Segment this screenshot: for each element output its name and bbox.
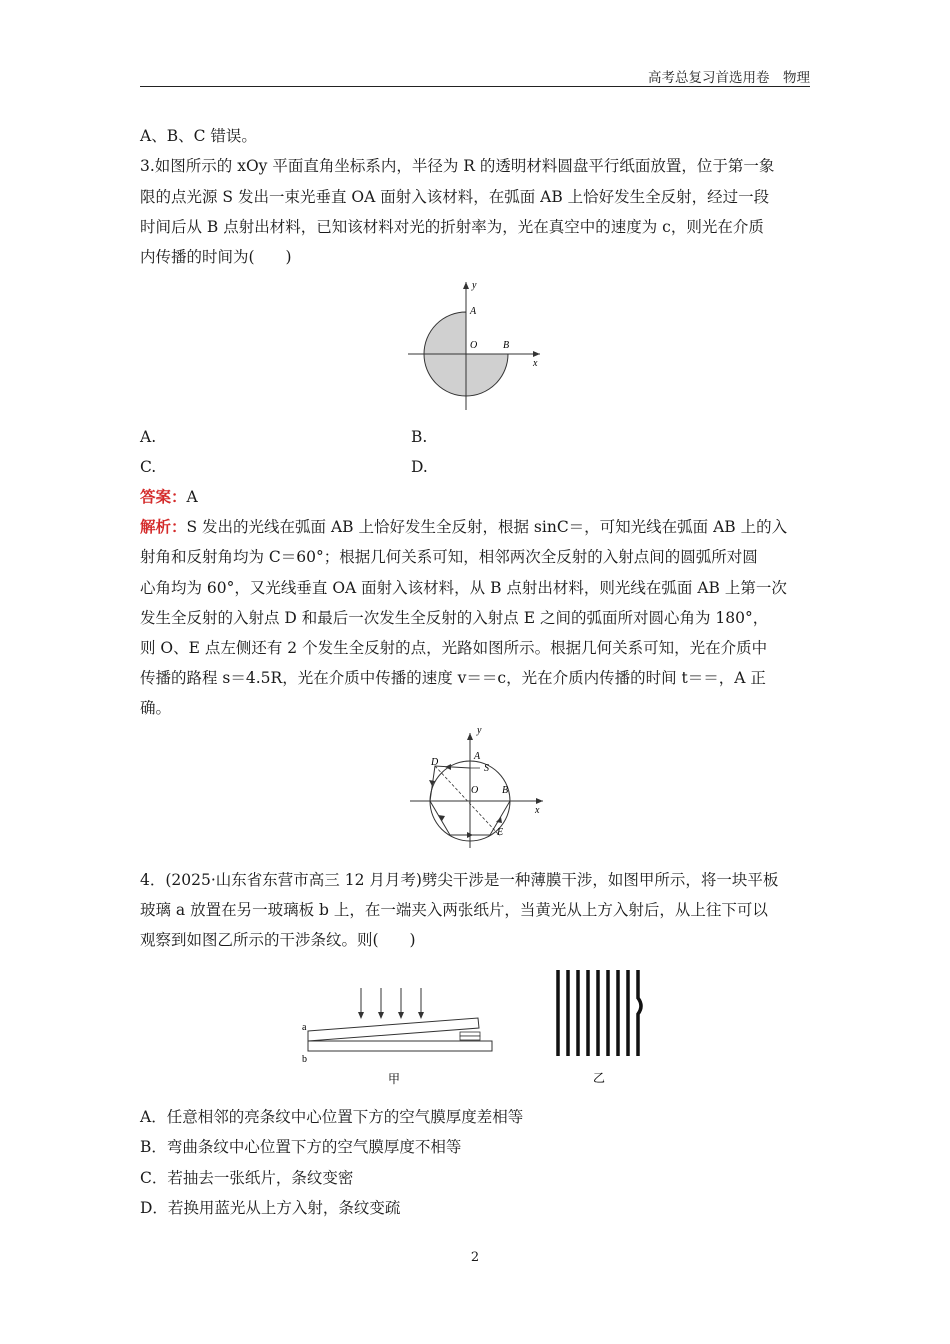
point-label-e: E <box>497 827 504 838</box>
label-plate-b: b <box>302 1054 307 1065</box>
q3-option-c: C. <box>140 458 157 476</box>
header-title: 高考总复习首选用卷 物理 <box>648 70 810 86</box>
q3-analysis-line: 确。 <box>140 699 172 717</box>
q3-stem-line: 时间后从 B 点射出材料，已知该材料对光的折射率为，光在真空中的速度为 c，则光在介质 <box>140 218 764 236</box>
q3-analysis-line: 则 O、E 点左侧还有 2 个发生全反射的点，光路如图所示。根据几何关系可知，光在介质中 <box>140 639 768 657</box>
q4-stem-line: 玻璃 a 放置在另一玻璃板 b 上，在一端夹入两张纸片，当黄光从上方入射后，从上往下可以 <box>140 901 768 919</box>
axis-label-x: x <box>533 358 538 369</box>
page-number: 2 <box>470 1250 480 1265</box>
point-label-o: O <box>471 785 479 796</box>
q4-figure-wedge <box>298 985 498 1090</box>
q3-analysis-line: 传播的路程 s＝4.5R，光在介质中传播的速度 v＝＝c，光在介质内传播的时间 t＝＝，A 正 <box>140 669 766 687</box>
q3-analysis-line <box>140 517 812 537</box>
point-label-b: B <box>502 785 509 796</box>
q4-option-b: B．弯曲条纹中心位置下方的空气膜厚度不相等 <box>140 1138 462 1156</box>
q3-analysis-line: 心角均为 60°，又光线垂直 OA 面射入该材料，从 B 点射出材料，则光线在弧面 AB 上第一次 <box>140 579 787 597</box>
point-label-a: A <box>470 306 477 317</box>
q4-stem-line: 观察到如图乙所示的干涉条纹。则( ) <box>140 931 416 949</box>
axis-label-x: x <box>535 805 540 816</box>
q4-option-c: C．若抽去一张纸片，条纹变密 <box>140 1169 354 1187</box>
analysis-text: S 发出的光线在弧面 AB 上恰好发生全反射，根据 sinC＝，可知光线在弧面 AB 上的入 <box>186 518 788 536</box>
axis-label-y: y <box>477 725 482 736</box>
point-label-s: S <box>484 763 489 774</box>
q3-figure-light-path <box>405 725 550 853</box>
q3-stem-line: 限的点光源 S 发出一束光垂直 OA 面射入该材料，在弧面 AB 上恰好发生全反射，经过一段 <box>140 188 770 206</box>
point-label-d: D <box>431 757 439 768</box>
axis-label-y: y <box>472 280 477 291</box>
analysis-label: 解析： <box>140 517 187 536</box>
q3-stem-line: 3.如图所示的 xOy 平面直角坐标系内，半径为 R 的透明材料圆盘平行纸面放置，位于第一象 <box>140 157 775 175</box>
answer-label: 答案： <box>140 487 187 506</box>
point-label-a: A <box>474 751 481 762</box>
q3-analysis-line: 射角和反射角均为 C＝60°；根据几何关系可知，相邻两次全反射的入射点间的圆弧所对圆 <box>140 548 758 566</box>
q3-stem-line: 内传播的时间为( ) <box>140 248 292 266</box>
q4-figure-fringes <box>553 968 653 1088</box>
q2-tail: A、B、C 错误。 <box>140 127 257 145</box>
point-label-b: B <box>503 340 510 351</box>
label-plate-a: a <box>302 1022 307 1033</box>
point-label-o: O <box>470 340 478 351</box>
q3-option-d: D. <box>411 458 428 476</box>
q4-option-a: A．任意相邻的亮条纹中心位置下方的空气膜厚度差相等 <box>140 1108 524 1126</box>
q3-figure-disc <box>400 278 550 413</box>
q3-option-b: B. <box>411 428 428 446</box>
q3-analysis-line: 发生全反射的入射点 D 和最后一次发生全反射的入射点 E 之间的弧面所对圆心角为 180°， <box>140 609 769 627</box>
answer-value: A <box>186 488 198 506</box>
q4-option-d: D．若换用蓝光从上方入射，条纹变疏 <box>140 1199 401 1217</box>
figure-jia-caption: 甲 <box>388 1072 401 1086</box>
page-header <box>140 66 810 87</box>
q3-option-a: A. <box>140 428 157 446</box>
q4-stem-line: 4．(2025·山东省东营市高三 12 月月考)劈尖干涉是一种薄膜干涉，如图甲所示，将一块平板 <box>140 871 779 889</box>
q3-answer <box>140 487 812 507</box>
figure-yi-caption: 乙 <box>593 1071 606 1085</box>
